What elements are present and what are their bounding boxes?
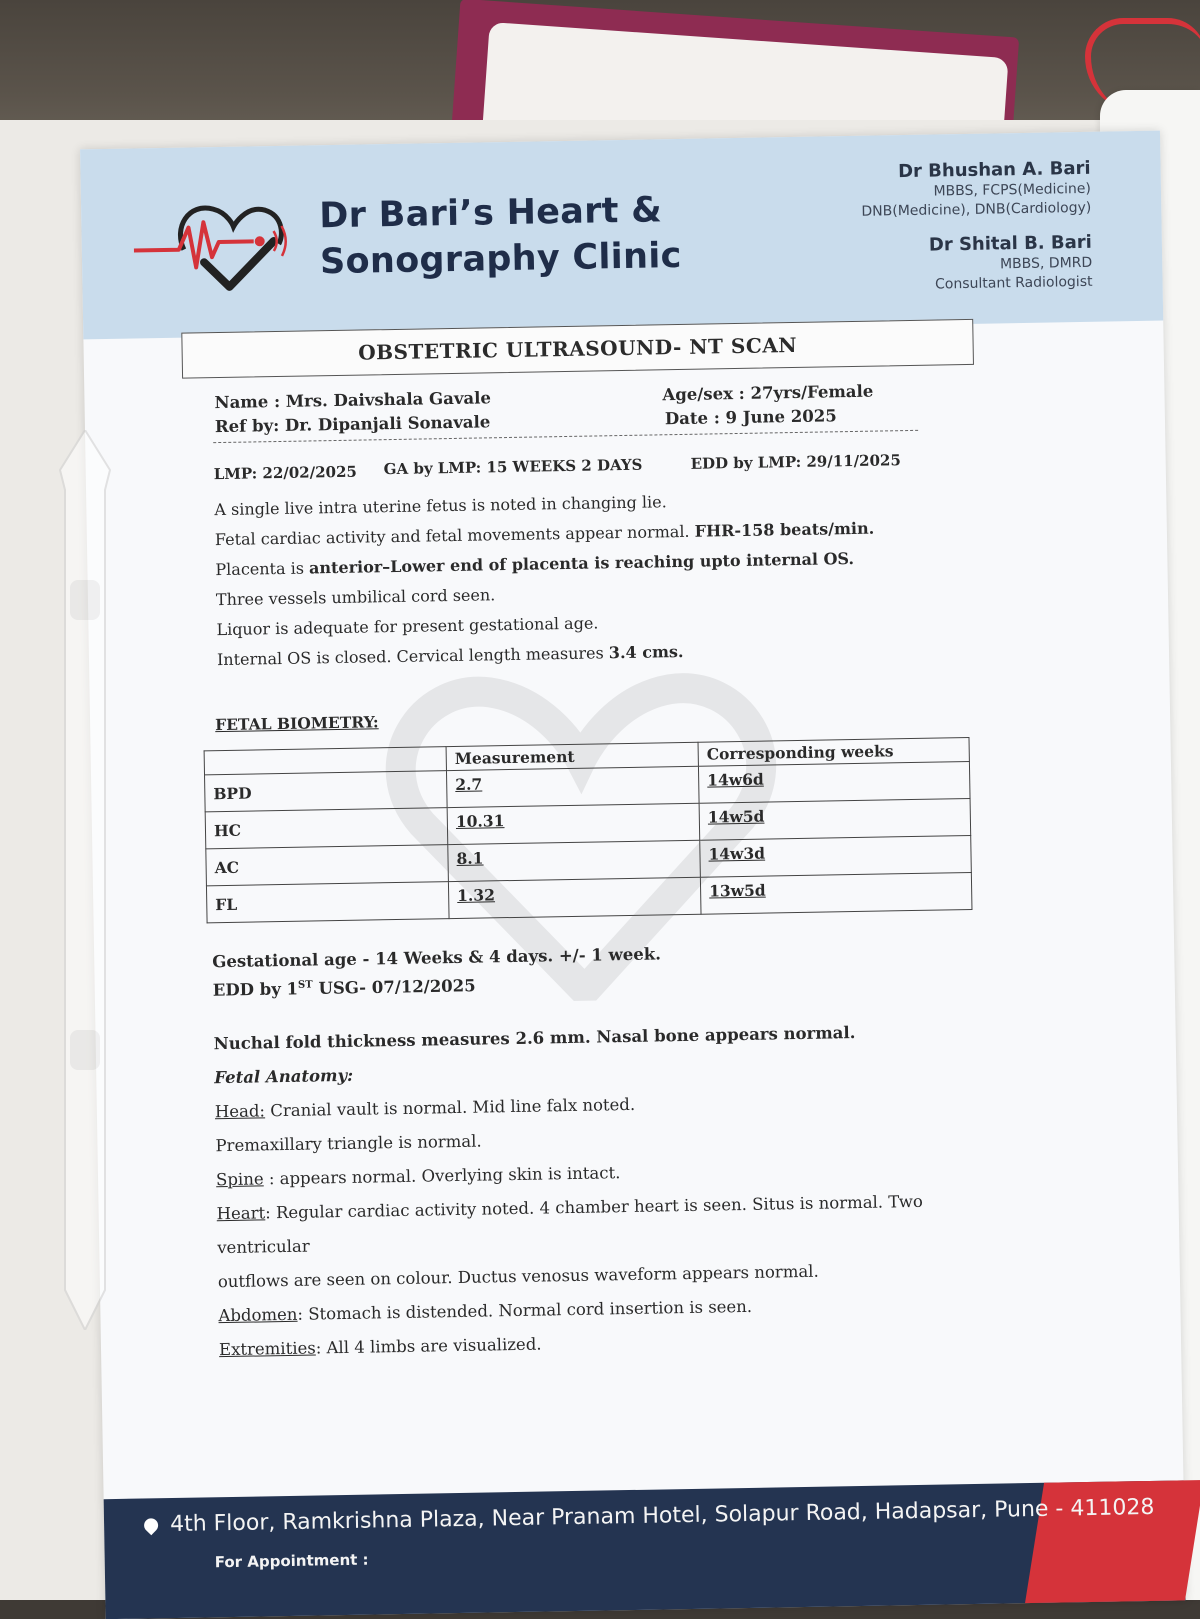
clinic-name-line1: Dr Bari’s Heart & <box>318 190 663 237</box>
patient-name: Name : Mrs. Daivshala Gavale <box>214 388 492 413</box>
doctor-1-qual1: MBBS, FCPS(Medicine) <box>933 180 1092 200</box>
clinic-address: 4th Floor, Ramkrishna Plaza, Near Pranam Hotel, Solapur Road, Hadapsar, Pune - 411028 <box>144 1495 1155 1538</box>
param-cell: BPD <box>205 771 448 812</box>
measurement-cell: 10.31 <box>447 803 700 844</box>
weeks-cell: 13w5d <box>700 872 972 914</box>
param-cell: AC <box>206 845 449 886</box>
letterhead <box>80 131 1163 340</box>
finding-line: Liquor is adequate for present gestational age. <box>216 613 599 640</box>
clinic-name <box>319 187 682 285</box>
measurement-cell: 8.1 <box>448 840 701 881</box>
col-measurement: Measurement <box>446 742 698 770</box>
weeks-cell: 14w5d <box>699 798 971 840</box>
location-pin-icon <box>141 1515 161 1535</box>
finding-line: Three vessels umbilical cord seen. <box>215 585 496 610</box>
anatomy-section <box>213 1013 1019 1367</box>
doctor-2-name: Dr Shital B. Bari <box>928 231 1093 256</box>
anatomy-abdomen: Abdomen: Stomach is distended. Normal cord insertion is seen. <box>218 1296 753 1326</box>
finding-line: Fetal cardiac activity and fetal movements appear normal. FHR-158 beats/min. <box>214 518 875 550</box>
patient-age-sex: Age/sex : 27yrs/Female <box>662 381 874 405</box>
doctor-2-qual1: MBBS, DMRD <box>999 254 1093 273</box>
appointment-label: For Appointment : <box>214 1550 369 1572</box>
anatomy-heart-cont: outflows are seen on colour. Ductus venosus waveform appears normal. <box>217 1261 819 1292</box>
finding-line: A single live intra uterine fetus is noted in changing lie. <box>214 492 667 520</box>
fetal-biometry-table <box>204 737 973 923</box>
nuchal-fold-line: Nuchal fold thickness measures 2.6 mm. Nasal bone appears normal. <box>213 1023 856 1054</box>
measurement-cell: 2.7 <box>446 766 699 807</box>
doctor-2-qual2: Consultant Radiologist <box>934 273 1093 293</box>
edd-by-first-usg: EDD by 1ST USG- 07/12/2025 <box>212 976 476 1000</box>
heart-ecg-logo-icon <box>133 186 305 299</box>
ga-by-lmp: GA by LMP: 15 WEEKS 2 DAYS <box>383 455 643 479</box>
report-title: OBSTETRIC ULTRASOUND- NT SCAN <box>181 319 974 379</box>
footer-band <box>104 1480 1186 1619</box>
doctor-1-qual2: DNB(Medicine), DNB(Cardiology) <box>861 199 1092 220</box>
lmp-date: LMP: 22/02/2025 <box>213 462 358 484</box>
edd-by-lmp: EDD by LMP: 29/11/2025 <box>690 451 902 473</box>
anatomy-heart: Heart: Regular cardiac activity noted. 4 chamber heart is seen. Situs is normal. Two ventricular <box>216 1191 923 1258</box>
report-date: Date : 9 June 2025 <box>664 406 837 429</box>
param-cell: HC <box>205 808 448 849</box>
binder-strip <box>50 430 120 1330</box>
param-cell: FL <box>206 882 449 923</box>
report-page <box>80 131 1185 1619</box>
clinic-name-line2: Sonography Clinic <box>319 235 682 283</box>
gestational-age: Gestational age - 14 Weeks & 4 days. +/- 1 week. <box>212 944 662 972</box>
finding-line: Internal OS is closed. Cervical length measures 3.4 cms. <box>216 641 684 670</box>
anatomy-head: Head: Cranial vault is normal. Mid line falx noted. <box>214 1094 636 1122</box>
fetal-anatomy-heading: Fetal Anatomy: <box>214 1065 354 1088</box>
weeks-cell: 14w6d <box>698 761 970 803</box>
findings-list <box>214 484 876 675</box>
col-corresponding-weeks: Corresponding weeks <box>698 738 969 767</box>
fetal-biometry-heading: FETAL BIOMETRY: <box>214 712 379 735</box>
referring-doctor: Ref by: Dr. Dipanjali Sonavale <box>214 412 491 437</box>
doctors-block <box>861 158 1093 296</box>
finding-line: Placenta is anterior–Lower end of placenta is reaching upto internal OS. <box>215 548 855 580</box>
gestational-summary <box>212 941 662 1002</box>
anatomy-extremities: Extremities: All 4 limbs are visualized. <box>218 1334 542 1360</box>
doctor-1-name: Dr Bhushan A. Bari <box>897 157 1091 183</box>
anatomy-premaxillary: Premaxillary triangle is normal. <box>215 1131 482 1156</box>
weeks-cell: 14w3d <box>700 835 972 877</box>
anatomy-spine: Spine : appears normal. Overlying skin is intact. <box>215 1163 621 1190</box>
measurement-cell: 1.32 <box>448 877 701 918</box>
